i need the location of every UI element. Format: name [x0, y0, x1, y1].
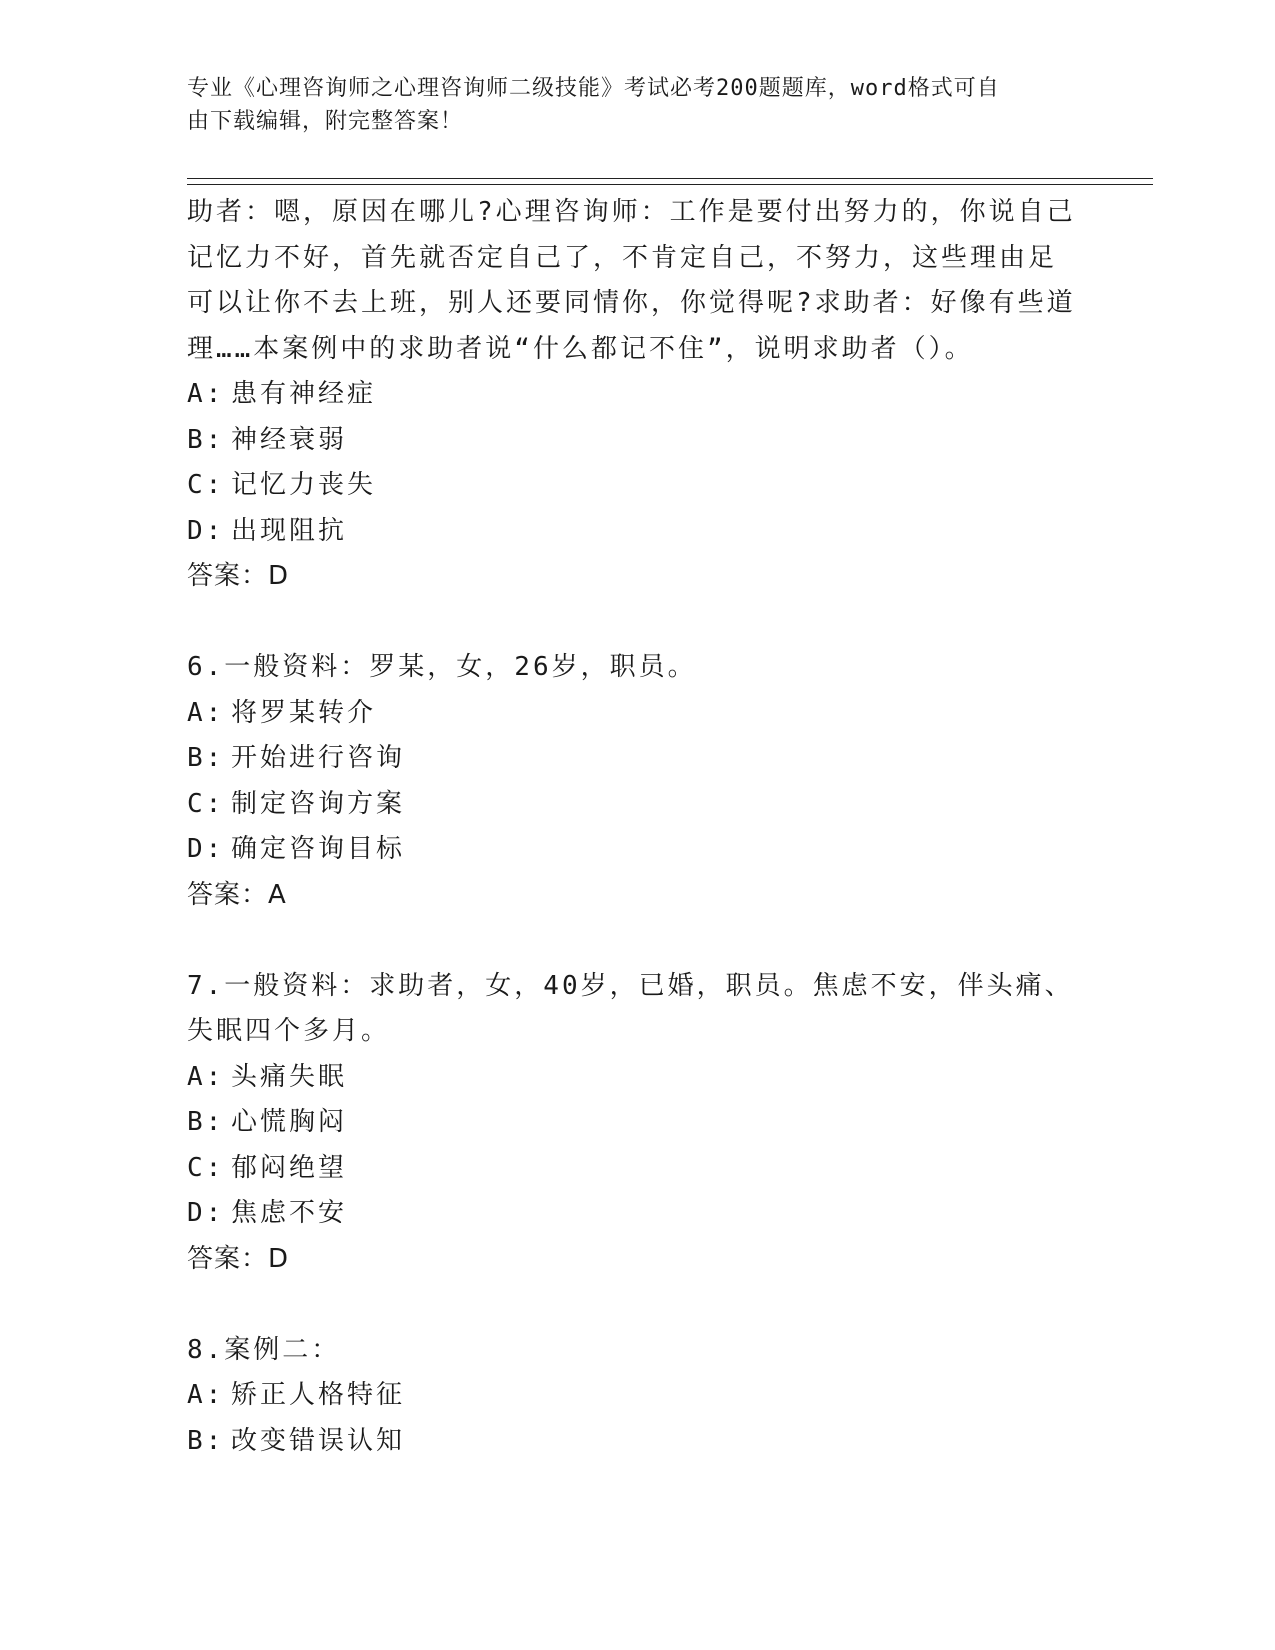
answer-line: 答案：D: [187, 561, 290, 591]
answer-line: 答案：D: [187, 1243, 290, 1274]
question-text-line: 8.案例二：: [187, 1334, 341, 1365]
option-text: 心慌胸闷: [231, 1107, 348, 1137]
option-a: [187, 1055, 1087, 1101]
option-text: 将罗某转介: [231, 697, 377, 728]
question-text-line: 6.一般资料：罗某，女，26岁，职员。: [187, 652, 697, 682]
question-6: [187, 645, 1087, 918]
option-text: 改变错误认知: [231, 1425, 406, 1456]
question-spacer: [187, 600, 1087, 646]
option-b: [187, 736, 1087, 782]
option-d: [187, 1191, 1087, 1237]
option-c: [187, 782, 1087, 828]
option-c: [187, 1146, 1087, 1192]
option-text: 记忆力丧失: [231, 470, 377, 500]
option-d: [187, 827, 1087, 873]
option-b: [187, 1419, 1087, 1465]
option-text: 确定咨询目标: [231, 834, 406, 864]
option-text: 开始进行咨询: [231, 743, 406, 773]
question-spacer: [187, 1282, 1087, 1328]
option-label: D:: [187, 1198, 225, 1228]
question-text-line: 失眠四个多月。: [187, 1016, 391, 1046]
question-text-line: 7.一般资料：求助者，女，40岁，已婚，职员。焦虑不安，伴头痛、: [187, 970, 1074, 1001]
option-label: B:: [187, 743, 225, 773]
option-label: B:: [187, 1425, 225, 1456]
header-line-1: 专业《心理咨询师之心理咨询师二级技能》考试必考200题题库，word格式可自: [187, 76, 1000, 101]
question-text-line: 理……本案例中的求助者说“什么都记不住”，说明求助者（）。: [187, 333, 974, 364]
option-label: C:: [187, 470, 225, 500]
option-d: [187, 509, 1087, 555]
question-text-line: 可以让你不去上班，别人还要同情你，你觉得呢?求助者：好像有些道: [187, 288, 1076, 318]
question-text-line: 助者：嗯，原因在哪儿?心理咨询师：工作是要付出努力的，你说自己: [187, 197, 1076, 227]
answer-line: 答案：A: [187, 879, 287, 910]
header-line-2: 由下载编辑，附完整答案！: [187, 109, 464, 134]
option-label: B:: [187, 424, 225, 455]
option-text: 头痛失眠: [231, 1061, 348, 1092]
option-label: A:: [187, 1380, 225, 1410]
header-divider: [187, 178, 1153, 185]
option-label: A:: [187, 379, 225, 409]
question-8: [187, 1328, 1087, 1465]
question-7: [187, 964, 1087, 1283]
option-label: C:: [187, 788, 225, 819]
option-text: 焦虑不安: [231, 1198, 348, 1228]
option-a: [187, 372, 1087, 418]
question-text-line: 记忆力不好，首先就否定自己了，不肯定自己，不努力，这些理由足: [187, 242, 1058, 273]
option-label: C:: [187, 1152, 225, 1183]
option-text: 神经衰弱: [231, 424, 348, 455]
question-5: [187, 190, 1087, 600]
option-label: B:: [187, 1107, 225, 1137]
option-label: A:: [187, 1061, 225, 1092]
option-b: [187, 418, 1087, 464]
question-spacer: [187, 918, 1087, 964]
option-label: A:: [187, 697, 225, 728]
option-text: 出现阻抗: [231, 515, 348, 546]
option-label: D:: [187, 515, 225, 546]
document-header: [187, 72, 1067, 138]
document-body: [187, 190, 1087, 1464]
option-text: 患有神经症: [231, 379, 377, 409]
option-a: [187, 1373, 1087, 1419]
option-a: [187, 691, 1087, 737]
option-label: D:: [187, 834, 225, 864]
option-text: 制定咨询方案: [231, 788, 406, 819]
option-c: [187, 463, 1087, 509]
option-text: 郁闷绝望: [231, 1152, 348, 1183]
option-text: 矫正人格特征: [231, 1380, 406, 1410]
option-b: [187, 1100, 1087, 1146]
